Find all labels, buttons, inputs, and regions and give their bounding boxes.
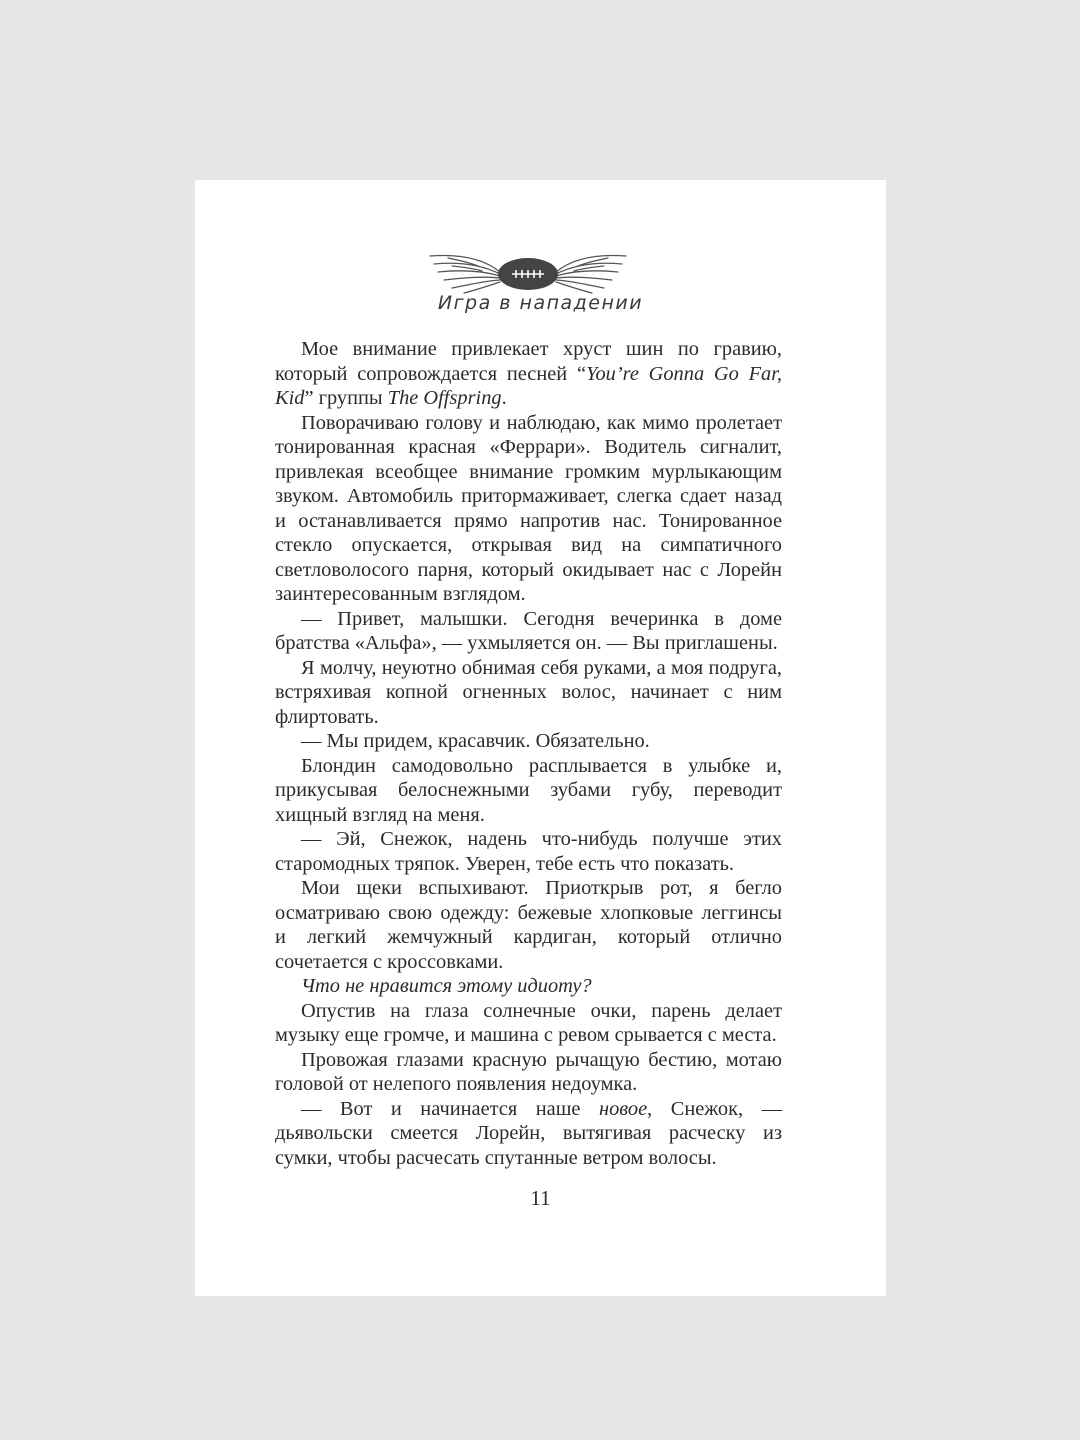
winged-football-icon: [428, 250, 628, 294]
band-name: The Offspring: [387, 387, 502, 409]
song-title: You’re Gonna Go Far, Kid: [275, 362, 782, 409]
paragraph: — Мы придем, красавчик. Обязательно.: [301, 730, 650, 752]
paragraph: Я молчу, неуютно обнимая себя руками, а моя подруга, встряхивая копной огненных волос, начинает с ним флиртовать.: [275, 656, 782, 728]
paragraph: Мои щеки вспыхивают. Приоткрыв рот, я бегло осматриваю свою одежду: бежевые хлопковые леггинсы и легкий жемчужный кардиган, который отлично сочетается с кроссовками.: [275, 877, 782, 973]
body-text: [275, 337, 782, 1170]
paragraph: Поворачиваю голову и наблюдаю, как мимо пролетает тонированная красная «Феррари». Водитель сигналит, привлекая всеобщее внимание громким мурлыкающим звуком. Автомобиль притормаживает, слегка сдает назад и останавливается прямо напротив нас. Тонированное стекло опускается, открывая вид на симпатичного светловолосого парня, который окидывает нас с Лорейн заинтересованным взглядом.: [275, 411, 782, 605]
running-head: Игра в нападении: [437, 292, 644, 314]
paragraph: [275, 1097, 782, 1171]
paragraph: Опустив на глаза солнечные очки, парень делает музыку еще громче, и машина с ревом срывается с места.: [275, 999, 782, 1046]
paragraph: [275, 337, 782, 411]
paragraph: — Привет, малышки. Сегодня вечеринка в доме братства «Альфа», — ухмыляется он. — Вы приглашены.: [275, 607, 782, 654]
paragraph-text: .: [501, 387, 507, 409]
paragraph: Блондин самодовольно расплывается в улыбке и, прикусывая белоснежными зубами губу, переводит хищный взгляд на меня.: [275, 754, 782, 826]
paragraph-text: ” группы: [304, 387, 388, 409]
page-number: 11: [530, 1186, 551, 1210]
paragraph-text: — Вот и начинается наше: [301, 1097, 599, 1120]
book-page: [195, 180, 886, 1296]
paragraph: — Эй, Снежок, надень что-нибудь получше этих старомодных тряпок. Уверен, тебе есть что показать.: [275, 828, 782, 875]
paragraph-italic: [275, 974, 782, 999]
paragraph: Провожая глазами красную рычащую бестию, мотаю головой от нелепого появления недоумка.: [275, 1048, 782, 1095]
inner-thought: Что не нравится этому идиоту?: [301, 975, 592, 997]
emphasis: новое: [598, 1097, 648, 1120]
paragraph-text: , Снежок, — дьявольски смеется Лорейн, вытягивая расческу из сумки, чтобы расчесать спутанные ветром волосы.: [275, 1097, 782, 1169]
paragraph-text: Мое внимание привлекает хруст шин по гравию, который сопровождается песней “: [275, 338, 782, 385]
